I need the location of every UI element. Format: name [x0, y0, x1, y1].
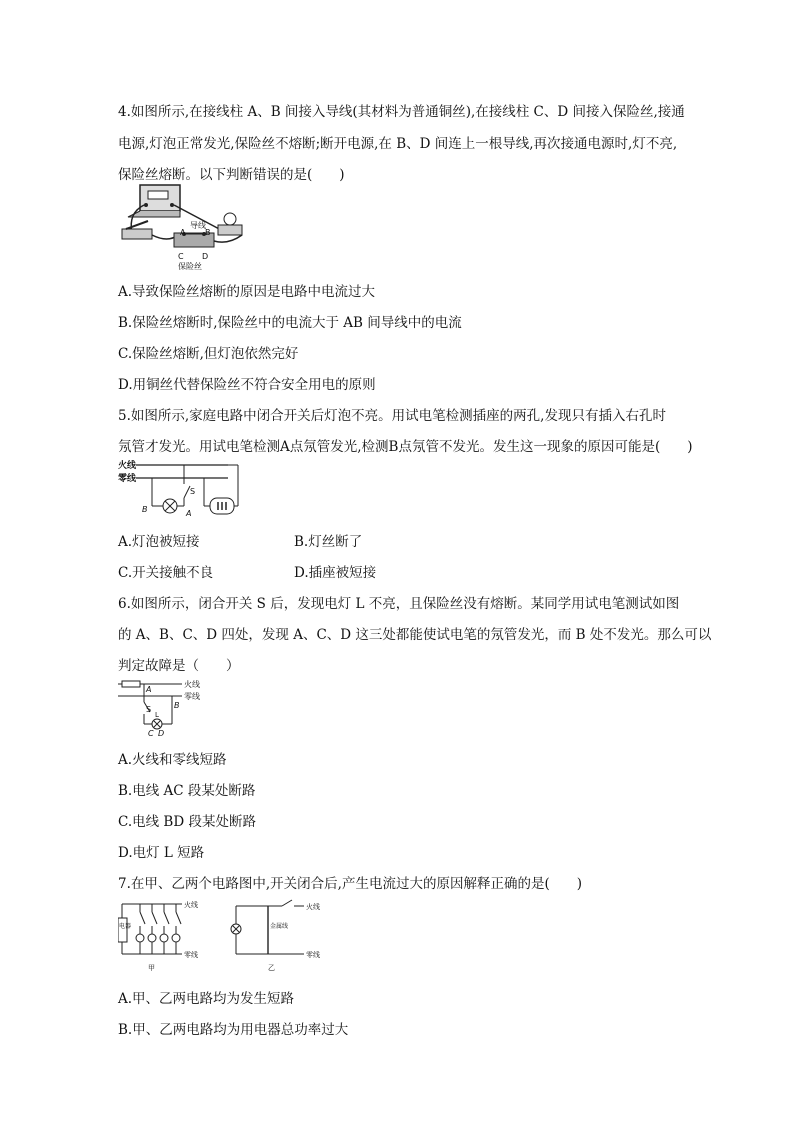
label-S: S	[190, 487, 196, 496]
q6-stem-line3: 判定故障是（ ）	[118, 658, 240, 674]
label-wire: 导线	[190, 221, 206, 230]
label-S: S	[146, 705, 152, 714]
label-L: L	[155, 711, 159, 719]
q7-stem-line1: 7.在甲、乙两个电路图中,开关闭合后,产生电流过大的原因解释正确的是( )	[118, 876, 582, 892]
q6-option-c: C.电线 BD 段某处断路	[118, 814, 256, 830]
q5-option-d: D.插座被短接	[294, 565, 377, 581]
label-D: D	[158, 729, 165, 738]
appliance-icon	[118, 918, 127, 942]
label-neutral-jia: 零线	[184, 951, 198, 959]
q6-option-b: B.电线 AC 段某处断路	[118, 783, 256, 799]
label-A: A	[186, 509, 192, 518]
q7-option-b: B.甲、乙两电路均为用电器总功率过大	[118, 1022, 349, 1038]
q4-stem-line1: 4.如图所示,在接线柱 A、B 间接入导线(其材料为普通铜丝),在接线柱 C、D 间接入保险丝,接通	[118, 104, 685, 120]
label-neutral-yi: 零线	[306, 951, 320, 959]
q6-option-a: A.火线和零线短路	[118, 752, 227, 768]
q6-circuit-figure	[118, 676, 218, 740]
q4-option-c: C.保险丝熔断,但灯泡依然完好	[118, 346, 299, 362]
q7-circuit-figures	[118, 896, 324, 976]
q5-option-a: A.灯泡被短接	[118, 534, 200, 550]
q6-option-d: D.电灯 L 短路	[118, 845, 205, 861]
label-B: B	[205, 228, 211, 237]
q7-option-a: A.甲、乙两电路均为发生短路	[118, 991, 295, 1007]
q5-option-b: B.灯丝断了	[294, 534, 363, 550]
label-metal-wire: 金属线	[270, 923, 289, 930]
q4-option-a: A.导致保险丝熔断的原因是电路中电流过大	[118, 284, 376, 300]
q4-circuit-figure	[118, 183, 248, 273]
circuit-jia	[118, 900, 198, 972]
label-C: C	[148, 729, 154, 738]
bulb-icon	[224, 213, 236, 225]
switch-icon	[122, 229, 152, 239]
label-B: B	[174, 701, 180, 710]
label-neutral: 零线	[118, 474, 137, 484]
q5-option-c: C.开关接触不良	[118, 565, 214, 581]
label-fuse: 保险丝	[178, 262, 202, 271]
label-jia: 甲	[148, 964, 155, 972]
q4-stem-line2: 电源,灯泡正常发光,保险丝不熔断;断开电源,在 B、D 间连上一根导线,再次接通电源时,灯不亮,	[118, 136, 678, 152]
q6-stem-line2: 的 A、B、C、D 四处，发现 A、C、D 这三处都能使试电笔的氖管发光，而 B 处不发光。那么可以	[118, 627, 712, 643]
q4-option-d: D.用铜丝代替保险丝不符合安全用电的原则	[118, 377, 376, 393]
label-live: 火线	[118, 461, 137, 471]
q5-stem-line2: 氖管才发光。用试电笔检测A点氖管发光,检测B点氖管不发光。发生这一现象的原因可能是( )	[118, 439, 693, 455]
q4-stem-line3: 保险丝熔断。以下判断错误的是( )	[118, 167, 345, 183]
label-B: B	[142, 505, 148, 514]
label-yi: 乙	[268, 964, 275, 972]
q4-option-b: B.保险丝熔断时,保险丝中的电流大于 AB 间导线中的电流	[118, 315, 462, 331]
label-C: C	[178, 252, 184, 261]
q6-stem-line1: 6.如图所示，闭合开关 S 后，发现电灯 L 不亮，且保险丝没有熔断。某同学用试电笔测试如图	[118, 596, 680, 612]
circuit-yi	[231, 900, 320, 972]
label-live-yi: 火线	[306, 903, 320, 911]
label-neutral: 零线	[184, 692, 200, 701]
q5-stem-line1: 5.如图所示,家庭电路中闭合开关后灯泡不亮。用试电笔检测插座的两孔,发现只有插入右孔时	[118, 408, 666, 424]
q5-circuit-figure	[118, 456, 240, 518]
label-A: A	[180, 228, 186, 237]
label-live-jia: 火线	[184, 901, 198, 909]
label-live: 火线	[184, 680, 200, 689]
fuse-icon	[122, 681, 140, 687]
label-appliance: 电器	[119, 923, 132, 930]
label-D: D	[202, 252, 209, 261]
label-A: A	[146, 685, 152, 694]
